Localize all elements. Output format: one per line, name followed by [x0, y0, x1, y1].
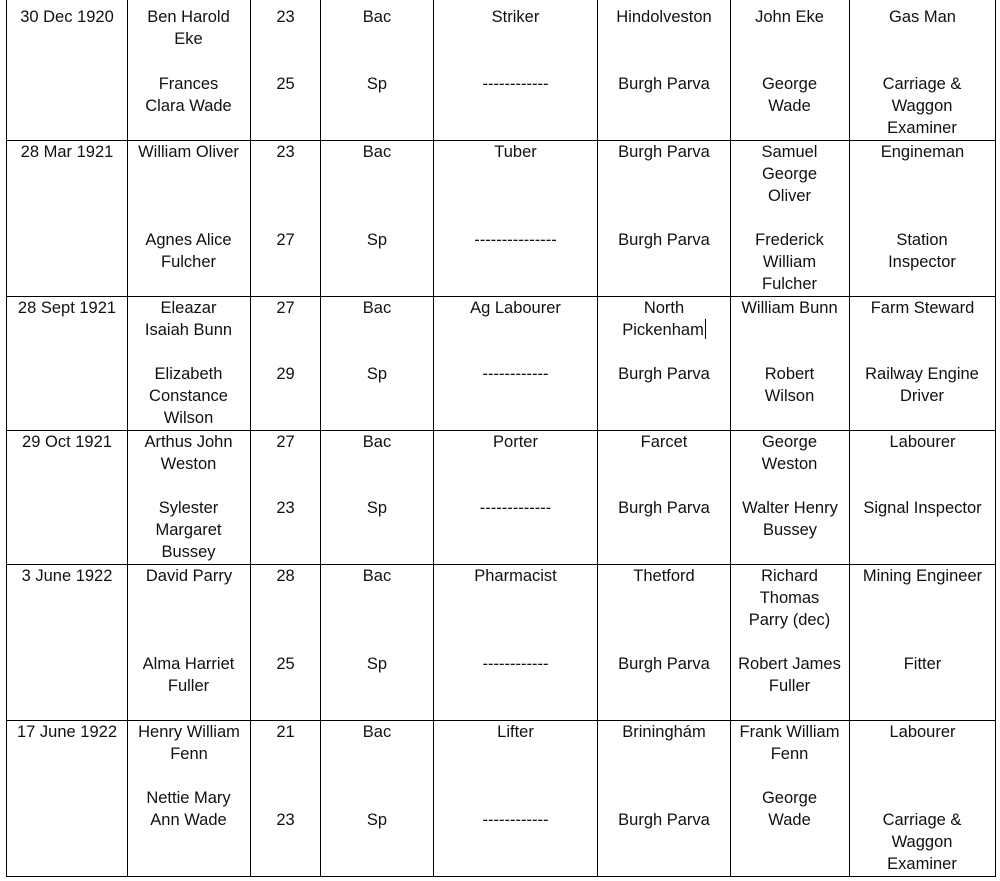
bride-father: George Wade — [761, 75, 818, 115]
groom-occupation: Lifter — [497, 723, 534, 741]
bride-father-occupation: Signal Inspector — [863, 499, 982, 517]
groom-condition: Bac — [362, 567, 392, 585]
groom-condition: Bac — [362, 8, 392, 26]
bride-occupation: ------------ — [482, 365, 549, 383]
bride-residence: Burgh Parva — [618, 655, 710, 673]
groom-name: William Oliver — [138, 143, 239, 161]
bride-name: Alma Harriet Fuller — [142, 655, 235, 695]
column-border — [995, 0, 996, 877]
marriage-date: 28 Mar 1921 — [20, 143, 114, 161]
row-border — [6, 876, 996, 877]
groom-father: Richard Thomas Parry (dec) — [748, 567, 831, 629]
bride-father-occupation: Carriage & Waggon Examiner — [882, 75, 962, 137]
marriage-date: 17 June 1922 — [16, 723, 117, 741]
groom-residence: Hindolveston — [616, 8, 712, 26]
groom-age: 27 — [276, 299, 295, 317]
bride-father-occupation: Fitter — [903, 655, 942, 673]
groom-father-occupation: Labourer — [889, 433, 956, 451]
bride-father-occupation: Railway Engine Driver — [865, 365, 979, 405]
bride-age: 25 — [276, 75, 295, 93]
groom-occupation: Pharmacist — [474, 567, 557, 585]
groom-name: Ben Harold Eke — [147, 8, 230, 48]
bride-occupation: ------------- — [479, 499, 552, 517]
groom-residence — [605, 297, 723, 341]
bride-name: Sylester Margaret Bussey — [155, 499, 222, 561]
groom-father-occupation: Farm Steward — [870, 299, 975, 317]
groom-residence: Thetford — [633, 567, 695, 585]
groom-father-occupation: Engineman — [880, 143, 965, 161]
bride-residence: Burgh Parva — [618, 499, 710, 517]
bride-condition: Sp — [366, 811, 388, 829]
marriage-date: 29 Oct 1921 — [22, 433, 112, 451]
bride-name: Agnes Alice Fulcher — [145, 231, 232, 271]
bride-residence: Burgh Parva — [618, 75, 710, 93]
text-cursor — [705, 319, 706, 339]
bride-occupation: --------------- — [474, 231, 557, 249]
bride-residence: Burgh Parva — [618, 811, 710, 829]
bride-condition: Sp — [366, 231, 388, 249]
groom-residence: Brininghám — [622, 723, 706, 741]
groom-name: Arthus John Weston — [144, 433, 233, 473]
groom-condition: Bac — [362, 143, 392, 161]
groom-name: Henry William Fenn — [138, 723, 240, 763]
groom-name: Eleazar Isaiah Bunn — [144, 299, 233, 339]
groom-father-occupation: Gas Man — [889, 8, 956, 26]
bride-condition: Sp — [366, 365, 388, 383]
bride-occupation: ------------ — [482, 75, 549, 93]
groom-residence-text: North Pickenham — [622, 299, 704, 339]
groom-occupation: Tuber — [494, 143, 537, 161]
bride-condition: Sp — [366, 75, 388, 93]
bride-name: Frances Clara Wade — [145, 75, 232, 115]
groom-age: 28 — [276, 567, 295, 585]
groom-father: Samuel George Oliver — [761, 143, 818, 205]
groom-condition: Bac — [362, 723, 392, 741]
bride-age: 23 — [276, 499, 295, 517]
column-border — [730, 0, 731, 877]
groom-occupation: Porter — [493, 433, 538, 451]
groom-age: 23 — [276, 143, 295, 161]
marriage-date: 30 Dec 1920 — [20, 8, 114, 26]
groom-age: 27 — [276, 433, 295, 451]
bride-father: Robert Wilson — [764, 365, 815, 405]
groom-residence: Burgh Parva — [618, 143, 710, 161]
marriage-date: 28 Sept 1921 — [17, 299, 117, 317]
groom-age: 23 — [276, 8, 295, 26]
marriage-date: 3 June 1922 — [21, 567, 113, 585]
bride-father: Robert James Fuller — [738, 655, 841, 695]
bride-father: Frederick William Fulcher — [755, 231, 824, 293]
groom-father-occupation: Labourer — [889, 723, 956, 741]
bride-name: Nettie Mary Ann Wade — [146, 789, 231, 829]
bride-condition: Sp — [366, 499, 388, 517]
bride-age: 29 — [276, 365, 295, 383]
groom-condition: Bac — [362, 299, 392, 317]
bride-occupation: ------------ — [482, 811, 549, 829]
bride-age: 27 — [276, 231, 295, 249]
bride-name: Elizabeth Constance Wilson — [149, 365, 228, 427]
groom-father: John Eke — [755, 8, 824, 26]
groom-occupation: Ag Labourer — [470, 299, 561, 317]
groom-father: William Bunn — [741, 299, 838, 317]
bride-condition: Sp — [366, 655, 388, 673]
groom-name: David Parry — [145, 567, 233, 585]
bride-father: Walter Henry Bussey — [742, 499, 838, 539]
groom-residence: Farcet — [640, 433, 688, 451]
bride-age: 23 — [276, 811, 295, 829]
groom-father: George Weston — [761, 433, 818, 473]
bride-residence: Burgh Parva — [618, 231, 710, 249]
bride-age: 25 — [276, 655, 295, 673]
groom-father: Frank William Fenn — [739, 723, 840, 763]
groom-occupation: Striker — [491, 8, 540, 26]
bride-residence: Burgh Parva — [618, 365, 710, 383]
groom-condition: Bac — [362, 433, 392, 451]
groom-age: 21 — [276, 723, 295, 741]
bride-occupation: ------------ — [482, 655, 549, 673]
bride-father: George Wade — [761, 789, 818, 829]
groom-father-occupation: Mining Engineer — [862, 567, 983, 585]
bride-father-occupation: Carriage & Waggon Examiner — [882, 811, 962, 873]
column-border — [127, 0, 128, 877]
bride-father-occupation: Station Inspector — [888, 231, 956, 271]
